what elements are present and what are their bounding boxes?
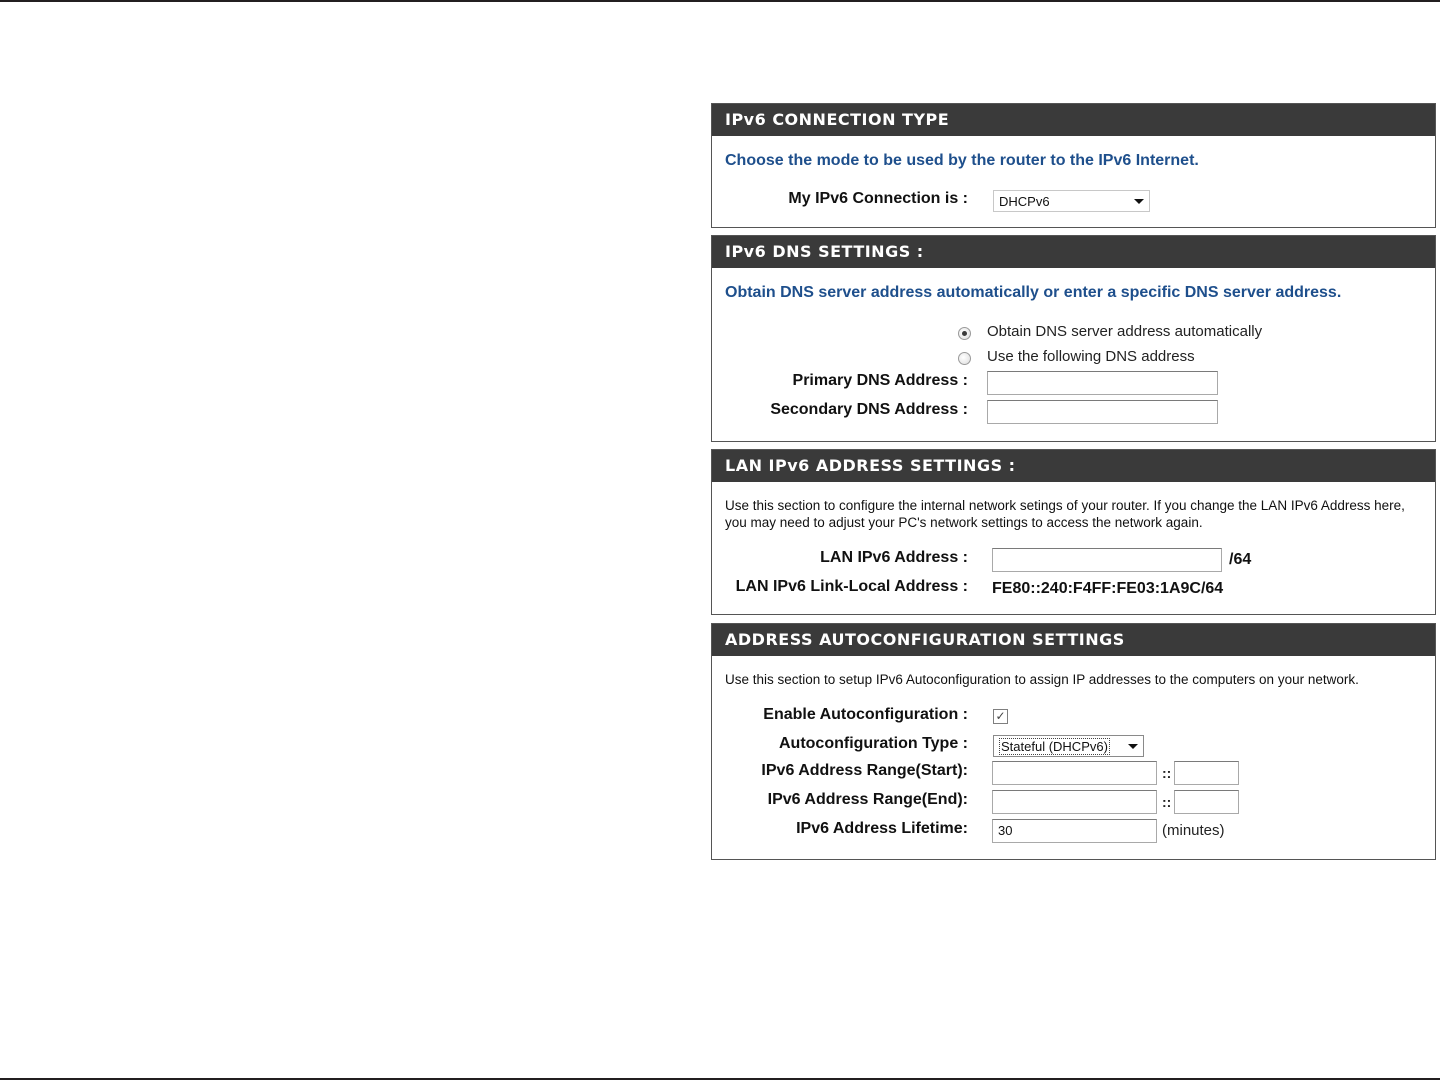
range-end-separator: :: [1162,794,1172,810]
chevron-down-icon [1128,744,1138,749]
enable-autoconfig-label: Enable Autoconfiguration : [763,706,968,723]
enable-autoconfig-checkbox[interactable]: ✓ [993,709,1008,724]
dns-auto-label: Obtain DNS server address automatically [987,323,1263,340]
lifetime-input[interactable]: 30 [992,819,1157,843]
autoconfig-description: Use this section to setup IPv6 Autoconfiguration to assign IP addresses to the computers on your network. [725,672,1359,687]
lan-prefix-suffix: /64 [1229,551,1252,568]
link-local-label: LAN IPv6 Link-Local Address : [735,578,968,595]
range-start-label: IPv6 Address Range(Start): [761,762,968,779]
bottom-rule [0,1078,1440,1080]
dns-manual-label: Use the following DNS address [987,348,1195,365]
lan-settings-header: LAN IPv6 ADDRESS SETTINGS : [712,450,1435,482]
lan-address-input[interactable] [992,548,1222,572]
autoconfig-type-label: Autoconfiguration Type : [778,735,968,752]
lifetime-unit: (minutes) [1162,822,1225,839]
secondary-dns-label: Secondary DNS Address : [770,401,968,418]
lan-settings-section [711,449,1436,615]
lifetime-label: IPv6 Address Lifetime: [796,820,968,837]
connection-type-value: DHCPv6 [999,194,1050,209]
dns-settings-section [711,235,1436,442]
range-start-input[interactable] [992,761,1157,785]
secondary-dns-input[interactable] [987,400,1218,424]
connection-type-intro: Choose the mode to be used by the router to the IPv6 Internet. [725,152,1199,169]
range-start-separator: :: [1162,765,1172,781]
dns-settings-header: IPv6 DNS SETTINGS : [712,236,1435,268]
dns-auto-radio[interactable] [958,327,971,340]
lan-address-label: LAN IPv6 Address : [820,549,968,566]
lan-settings-description: Use this section to configure the internal network setings of your router. If you change the LAN IPv6 Address here, you may need to adjust your PC's network settings to access the network again. [725,498,1405,530]
primary-dns-input[interactable] [987,371,1218,395]
range-end-input[interactable] [992,790,1157,814]
autoconfig-type-select[interactable] [993,735,1144,757]
autoconfig-header: ADDRESS AUTOCONFIGURATION SETTINGS [712,624,1435,656]
autoconfig-section [711,623,1436,860]
connection-type-header: IPv6 CONNECTION TYPE [712,104,1435,136]
connection-type-label: My IPv6 Connection is : [788,190,968,207]
autoconfig-type-value: Stateful (DHCPv6) [1001,739,1108,754]
range-end-label: IPv6 Address Range(End): [767,791,968,808]
link-local-value: FE80::240:F4FF:FE03:1A9C/64 [992,580,1224,597]
range-end-suffix-input[interactable] [1174,790,1239,814]
top-rule [0,0,1440,2]
dns-settings-intro: Obtain DNS server address automatically or enter a specific DNS server address. [725,284,1342,301]
dns-manual-radio[interactable] [958,352,971,365]
connection-type-section [711,103,1436,228]
primary-dns-label: Primary DNS Address : [792,372,968,389]
chevron-down-icon [1134,199,1144,204]
connection-type-select[interactable] [993,190,1150,212]
range-start-suffix-input[interactable] [1174,761,1239,785]
